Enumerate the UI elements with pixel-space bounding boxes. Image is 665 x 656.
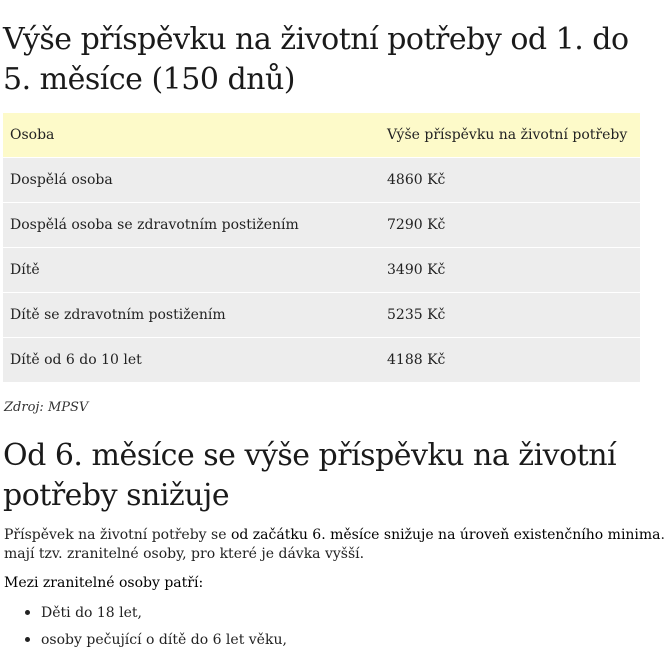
- table-cell-amount: 7290 Kč: [387, 217, 446, 233]
- table-cell-amount: 4188 Kč: [387, 352, 446, 368]
- heading-support-reduced-from-month-6: Od 6. měsíce se výše příspěvku na životní potřeby snižuje: [3, 438, 617, 513]
- table-cell-person: Dítě od 6 do 10 let: [10, 352, 142, 368]
- table-cell-person: Dospělá osoba: [10, 172, 113, 188]
- vulnerable-persons-list: [21, 602, 287, 656]
- bullet-icon: [25, 637, 30, 642]
- table-row: [3, 248, 640, 293]
- list-item-text: osoby pečující o dítě do 6 let věku,: [41, 632, 287, 648]
- table-cell-person: Dítě se zdravotním postižením: [10, 307, 226, 323]
- table-cell-amount: 5235 Kč: [387, 307, 446, 323]
- support-table: [3, 113, 640, 383]
- paragraph-support-reduction: [4, 526, 664, 564]
- bullet-icon: [25, 610, 30, 615]
- list-item: [21, 602, 287, 629]
- paragraph-text-start: Příspěvek na životní potřeby se: [4, 527, 231, 543]
- heading-support-amount-months-1-5: Výše příspěvku na životní potřeby od 1. do 5. měsíce (150 dnů): [3, 22, 629, 97]
- list-item: [21, 629, 287, 656]
- table-row: [3, 338, 640, 383]
- table-row: [3, 203, 640, 248]
- table-cell-amount: 4860 Kč: [387, 172, 446, 188]
- source-note: Zdroj: MPSV: [4, 400, 89, 415]
- table-header-person: Osoba: [10, 127, 55, 143]
- table-row: [3, 293, 640, 338]
- table-cell-person: Dítě: [10, 262, 40, 278]
- vulnerable-list-title: Mezi zranitelné osoby patří:: [4, 575, 204, 591]
- paragraph-text-end: .: [660, 527, 665, 543]
- paragraph-bold-text: od začátku 6. měsíce snižuje na úroveň existenčního minima: [230, 527, 661, 543]
- paragraph-line-2: mají tzv. zranitelné osoby, pro které je dávka vyšší.: [4, 546, 365, 562]
- table-header-row: [3, 113, 640, 158]
- table-header-amount: Výše příspěvku na životní potřeby: [387, 127, 628, 143]
- table-row: [3, 158, 640, 203]
- table-cell-person: Dospělá osoba se zdravotním postižením: [10, 217, 299, 233]
- list-item-text: Děti do 18 let,: [41, 605, 143, 621]
- table-cell-amount: 3490 Kč: [387, 262, 446, 278]
